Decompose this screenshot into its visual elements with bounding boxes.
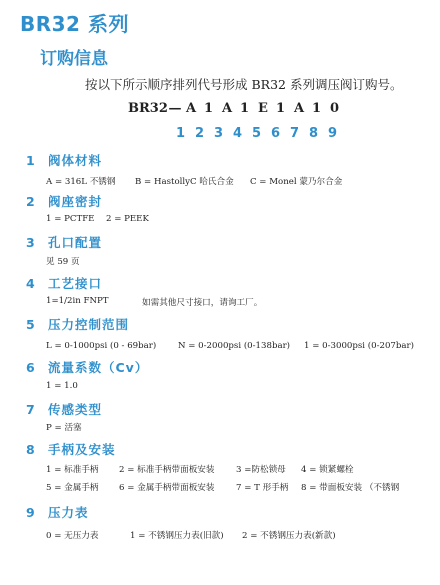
section-label: 孔口配置 xyxy=(48,235,103,250)
option-item: N = 0-2000psi (0-138bar) xyxy=(178,341,291,351)
section-heading-process-port xyxy=(26,274,102,292)
order-code-char: 1 xyxy=(312,101,322,116)
option-item: 如需其他尺寸接口，请询工厂。 xyxy=(142,298,263,308)
section-label: 阀座密封 xyxy=(48,194,103,209)
option-item: 3 =防松锁母 xyxy=(236,465,286,475)
position-number: 2 xyxy=(195,126,205,141)
option-item: 2 = 不锈钢压力表(新款) xyxy=(242,531,336,541)
section-heading-handle-mounting xyxy=(26,440,116,458)
option-item: A = 316L 不锈钢 xyxy=(46,177,116,187)
section-heading-orifice xyxy=(26,233,102,251)
option-item: 5 = 金属手柄 xyxy=(46,483,99,493)
section-label: 工艺接口 xyxy=(48,276,103,291)
position-number: 7 xyxy=(290,126,300,141)
option-item: L = 0-1000psi (0 - 69bar) xyxy=(46,341,157,351)
section-label: 阀体材料 xyxy=(48,153,103,168)
section-subtitle: 订购信息 xyxy=(40,49,108,69)
section-heading-pressure-range xyxy=(26,315,129,333)
option-item: 0 = 无压力表 xyxy=(46,531,99,541)
option-item: 2 = 标准手柄带面板安装 xyxy=(119,465,215,475)
order-code-char: 1 xyxy=(204,101,214,116)
order-code-char: 1 xyxy=(276,101,286,116)
order-code xyxy=(128,101,348,116)
position-number: 4 xyxy=(233,126,243,141)
order-code-char: E xyxy=(258,101,268,116)
section-number: 9 xyxy=(26,505,35,520)
position-number: 9 xyxy=(328,126,338,141)
section-label: 压力表 xyxy=(48,505,89,520)
section-heading-body-material xyxy=(26,151,102,169)
section-heading-flow-coefficient xyxy=(26,358,148,376)
order-code-char: 0 xyxy=(330,101,340,116)
section-number: 5 xyxy=(26,317,35,332)
option-item: P = 活塞 xyxy=(46,423,82,433)
section-number: 2 xyxy=(26,194,35,209)
section-number: 3 xyxy=(26,235,35,250)
option-item: 1 = PCTFE xyxy=(46,214,95,224)
order-code-char: A xyxy=(294,101,305,116)
section-number: 8 xyxy=(26,442,35,457)
option-item: C = Monel 蒙乃尔合金 xyxy=(250,177,343,187)
option-item: 1 = 不锈钢压力表(旧款) xyxy=(130,531,224,541)
option-item: 2 = PEEK xyxy=(106,214,149,224)
section-label: 传感类型 xyxy=(48,402,103,417)
page-title: BR32 系列 xyxy=(20,12,129,36)
option-item: 7 = T 形手柄 xyxy=(236,483,289,493)
option-item: 8 = 带面板安装 （不锈钢 xyxy=(301,483,400,493)
section-heading-seat-seal xyxy=(26,192,102,210)
section-label: 压力控制范围 xyxy=(48,317,130,332)
option-item: 1=1/2in FNPT xyxy=(46,296,109,306)
position-numbers xyxy=(176,126,347,141)
section-heading-sensing-type xyxy=(26,400,102,418)
section-number: 4 xyxy=(26,276,35,291)
order-code-char: A xyxy=(186,101,197,116)
order-code-char: A xyxy=(222,101,233,116)
option-item: 1 = 标准手柄 xyxy=(46,465,99,475)
section-label: 流量系数（Cv） xyxy=(48,360,149,375)
order-code-dash: — xyxy=(168,101,182,116)
option-item: 1 = 0-3000psi (0-207bar) xyxy=(304,341,414,351)
option-item: 见 59 页 xyxy=(46,257,80,267)
section-number: 1 xyxy=(26,153,35,168)
position-number: 6 xyxy=(271,126,281,141)
option-item: 1 = 1.0 xyxy=(46,381,78,391)
section-label: 手柄及安装 xyxy=(48,442,116,457)
position-number: 8 xyxy=(309,126,319,141)
section-number: 7 xyxy=(26,402,35,417)
section-number: 6 xyxy=(26,360,35,375)
position-number: 3 xyxy=(214,126,224,141)
option-item: 6 = 金属手柄带面板安装 xyxy=(119,483,215,493)
section-heading-pressure-gauge xyxy=(26,503,89,521)
order-code-char: 1 xyxy=(240,101,250,116)
position-number: 1 xyxy=(176,126,186,141)
position-number: 5 xyxy=(252,126,262,141)
option-item: 4 = 锁紧螺栓 xyxy=(301,465,354,475)
intro-text: 按以下所示顺序排列代号形成 BR32 系列调压阀订购号。 xyxy=(85,77,403,92)
order-code-model: BR32 xyxy=(128,101,168,116)
option-item: B = HastollyC 哈氏合金 xyxy=(135,177,234,187)
